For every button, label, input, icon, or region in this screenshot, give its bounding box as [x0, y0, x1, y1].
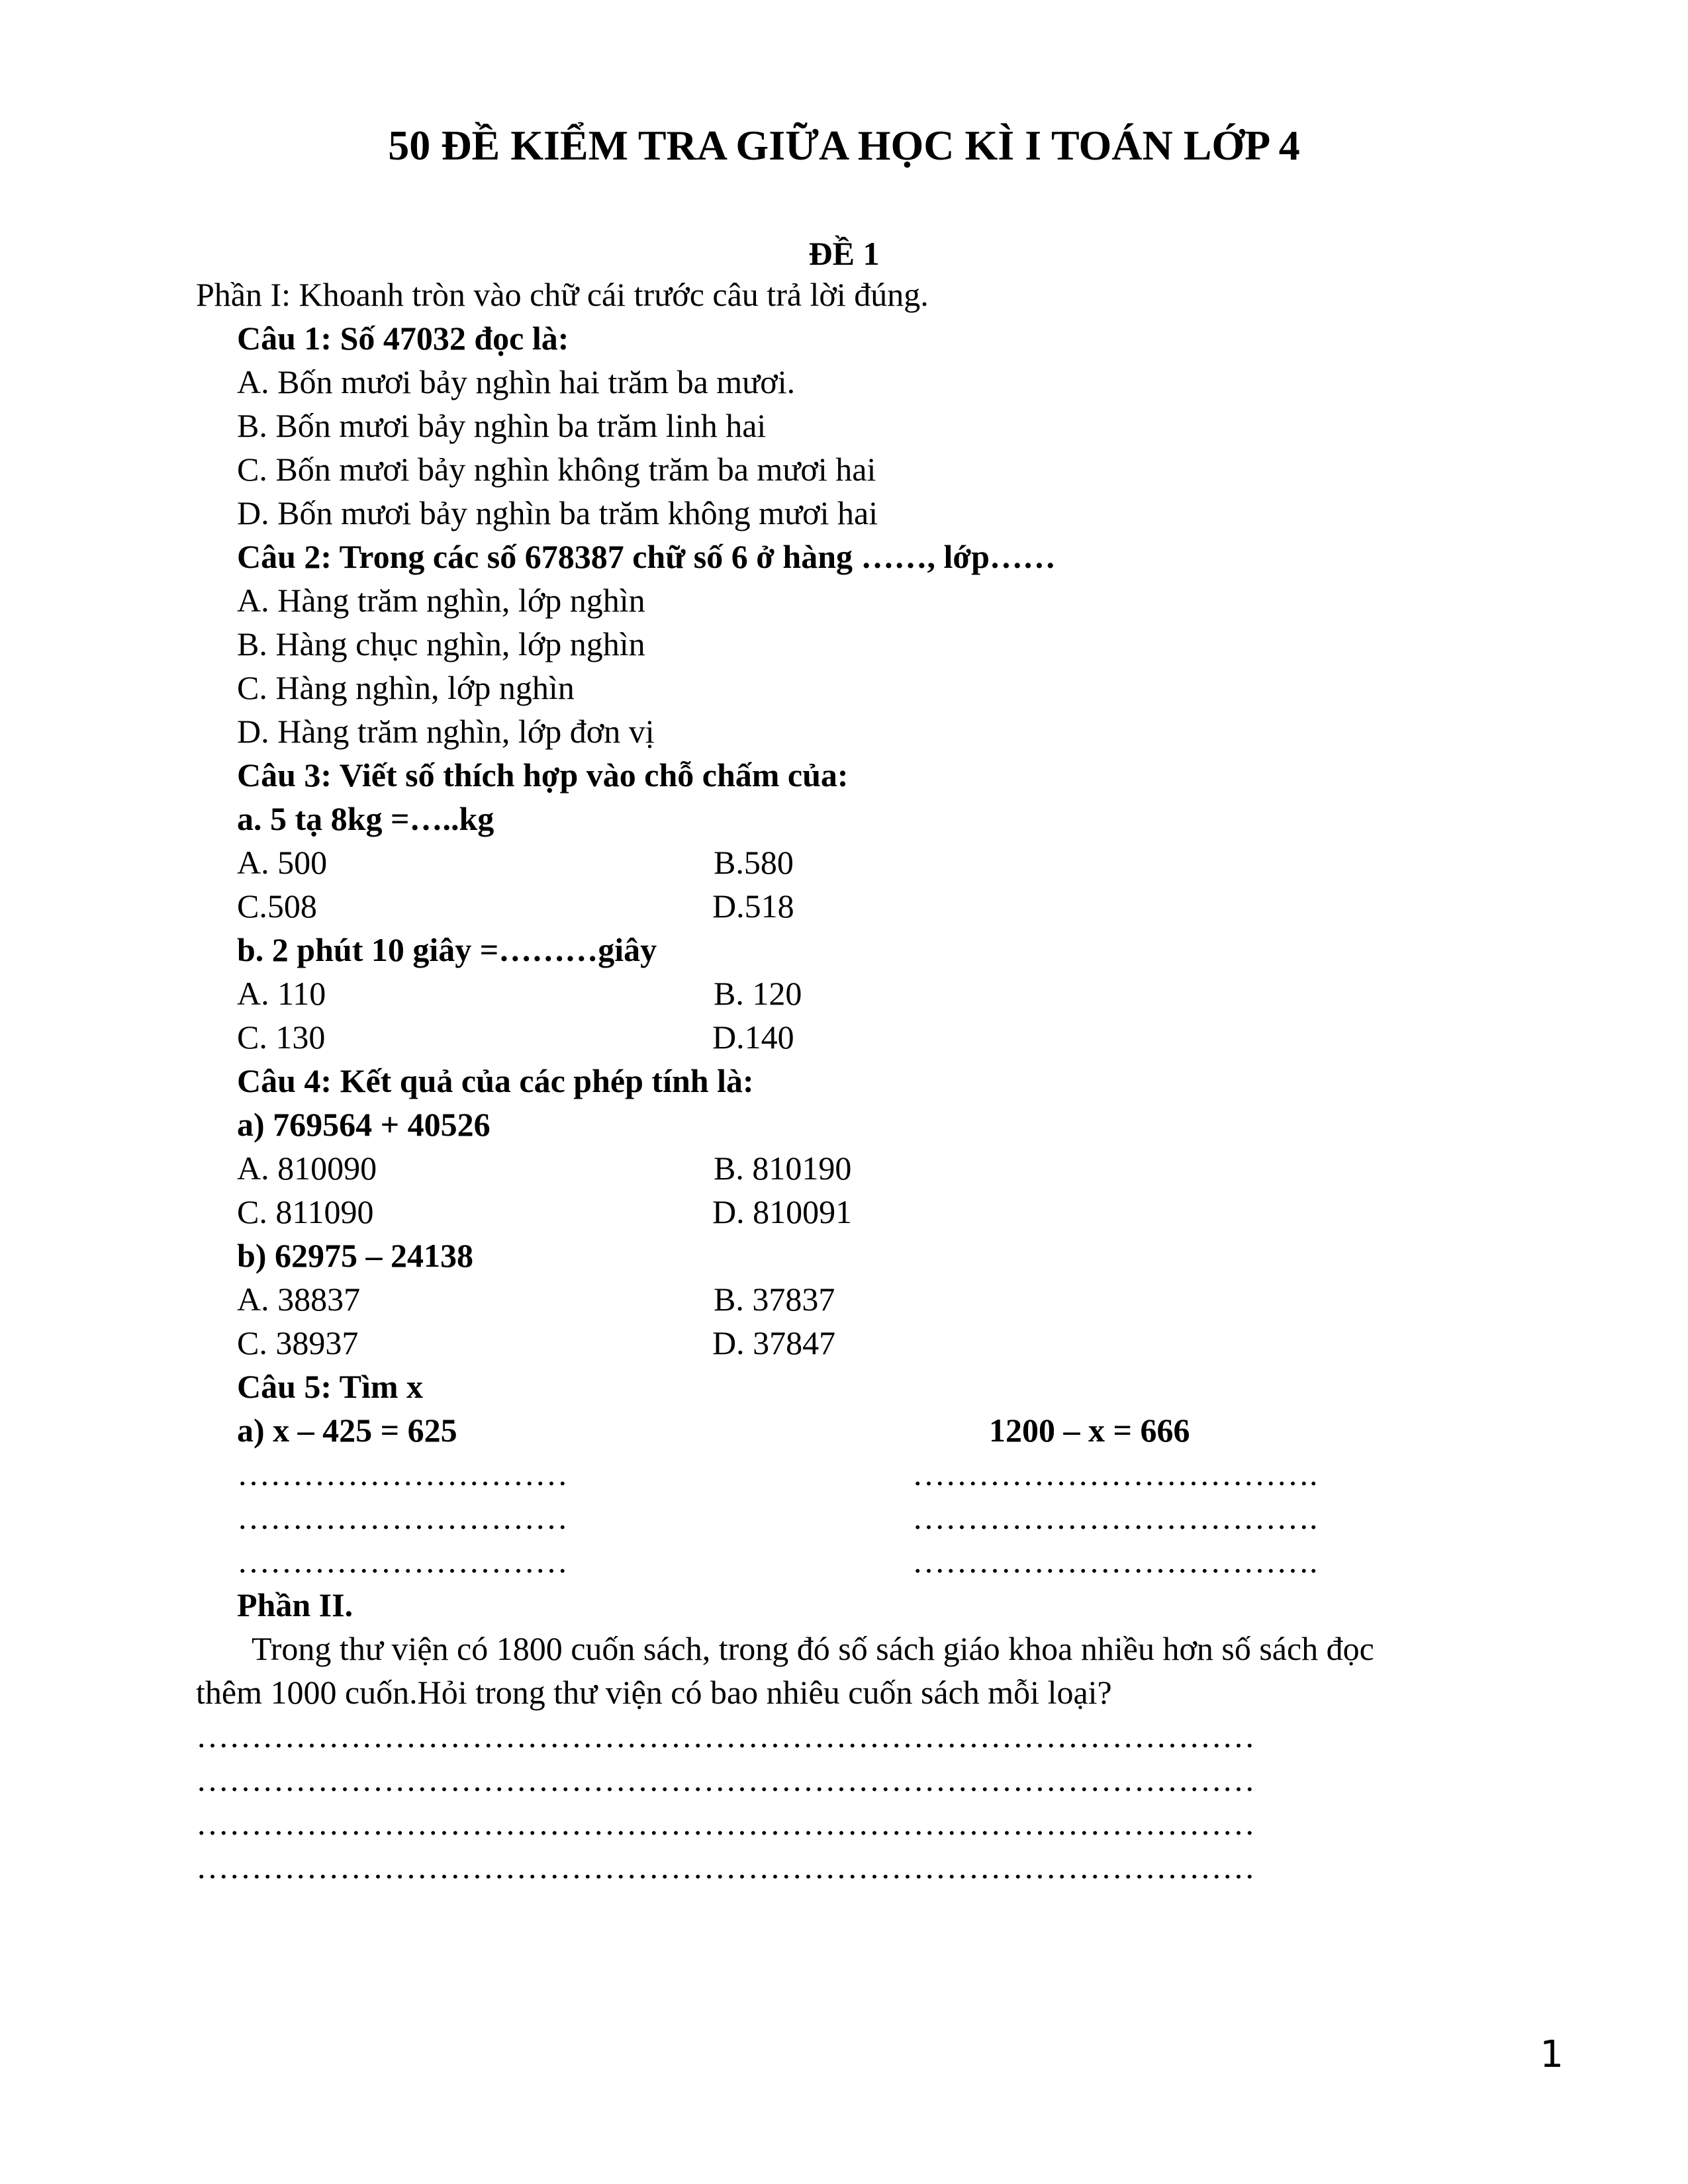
exam-number: ĐỀ 1 [808, 235, 880, 272]
q3-part-b: b. 2 phút 10 giây =………giây [237, 931, 657, 968]
q5-answer-line-left: ………………………… [237, 1455, 568, 1492]
q5-equation-right: 1200 – x = 666 [989, 1412, 1190, 1449]
q4a-option-b: B. 810190 [714, 1150, 852, 1187]
q1-option-d: D. Bốn mươi bảy nghìn ba trăm không mươi hai [237, 494, 878, 531]
q4-part-b: b) 62975 – 24138 [237, 1237, 473, 1274]
q3a-option-b: B.580 [714, 844, 794, 881]
q3b-option-d: D.140 [712, 1019, 794, 1056]
q3a-option-c: C.508 [237, 887, 317, 925]
page-number: 1 [1540, 2033, 1564, 2076]
q2-option-c: C. Hàng nghìn, lớp nghìn [237, 669, 575, 706]
q1-question: Câu 1: Số 47032 đọc là: [237, 320, 569, 357]
q3b-option-a: A. 110 [237, 975, 326, 1012]
q5-answer-line-right: ………………………………. [912, 1543, 1318, 1580]
q4b-option-a: A. 38837 [237, 1281, 361, 1318]
part2-heading: Phần II. [237, 1586, 353, 1623]
q2-option-d: D. Hàng trăm nghìn, lớp đơn vị [237, 713, 655, 750]
q3a-option-a: A. 500 [237, 844, 328, 881]
q1-option-c: C. Bốn mươi bảy nghìn không trăm ba mươi hai [237, 451, 876, 488]
q4a-option-c: C. 811090 [237, 1193, 374, 1230]
part2-problem-line2: thêm 1000 cuốn.Hỏi trong thư viện có bao nhiêu cuốn sách mỗi loại? [196, 1674, 1112, 1711]
q4b-option-b: B. 37837 [714, 1281, 835, 1318]
q5-equation-left: a) x – 425 = 625 [237, 1412, 457, 1449]
q4b-option-d: D. 37847 [712, 1324, 836, 1361]
q2-option-a: A. Hàng trăm nghìn, lớp nghìn [237, 582, 645, 619]
q3b-option-b: B. 120 [714, 975, 802, 1012]
q5-answer-line-right: ………………………………. [912, 1499, 1318, 1536]
q1-option-b: B. Bốn mươi bảy nghìn ba trăm linh hai [237, 407, 767, 444]
q4-part-a: a) 769564 + 40526 [237, 1106, 491, 1143]
q2-question: Câu 2: Trong các số 678387 chữ số 6 ở hàng ……, lớp…… [237, 538, 1056, 575]
q3a-option-d: D.518 [712, 887, 794, 925]
q1-option-a: A. Bốn mươi bảy nghìn hai trăm ba mươi. [237, 363, 796, 400]
q3-part-a: a. 5 tạ 8kg =…..kg [237, 800, 494, 837]
part2-answer-line: …………………………………………………………………………………… [196, 1805, 1255, 1842]
q3b-option-c: C. 130 [237, 1019, 326, 1056]
part1-instruction: Phần I: Khoanh tròn vào chữ cái trước câu trả lời đúng. [196, 276, 929, 313]
q5-answer-line-right: ………………………………. [912, 1455, 1318, 1492]
q5-question: Câu 5: Tìm x [237, 1368, 424, 1405]
part2-answer-line: …………………………………………………………………………………… [196, 1761, 1255, 1798]
q4a-option-a: A. 810090 [237, 1150, 377, 1187]
q4b-option-c: C. 38937 [237, 1324, 359, 1361]
q5-answer-line-left: ………………………… [237, 1499, 568, 1536]
q5-answer-line-left: ………………………… [237, 1543, 568, 1580]
q4a-option-d: D. 810091 [712, 1193, 853, 1230]
document-title: 50 ĐỀ KIỂM TRA GIỮA HỌC KÌ I TOÁN LỚP 4 [388, 122, 1300, 169]
part2-answer-line: …………………………………………………………………………………… [196, 1848, 1255, 1886]
q4-question: Câu 4: Kết quả của các phép tính là: [237, 1062, 754, 1099]
part2-answer-line: …………………………………………………………………………………… [196, 1717, 1255, 1754]
q2-option-b: B. Hàng chục nghìn, lớp nghìn [237, 625, 645, 662]
q3-question: Câu 3: Viết số thích hợp vào chỗ chấm của: [237, 756, 849, 794]
part2-problem-line1: Trong thư viện có 1800 cuốn sách, trong đó số sách giáo khoa nhiều hơn số sách đọc [252, 1630, 1374, 1667]
